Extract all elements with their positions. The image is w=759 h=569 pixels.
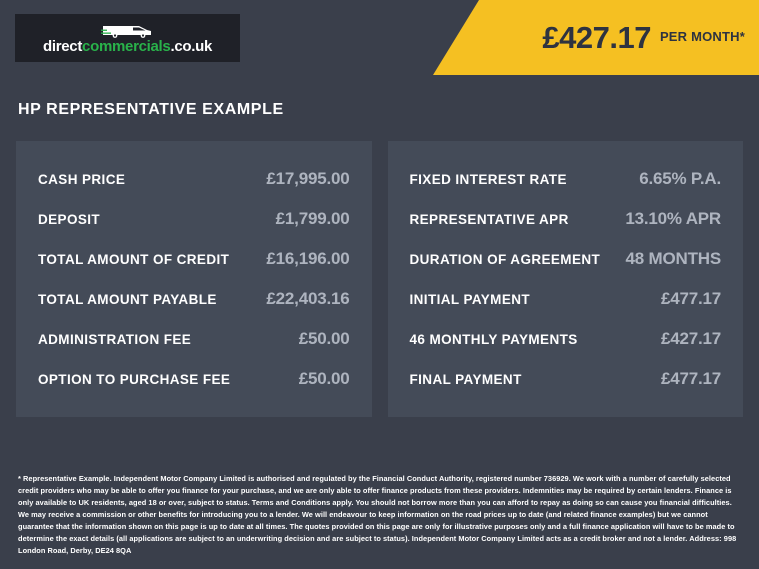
logo-word-commercials: commercials: [82, 37, 171, 55]
table-row: [32, 239, 356, 279]
row-label: 46 MONTHLY PAYMENTS: [409, 332, 578, 347]
table-row: [32, 159, 356, 199]
table-row: [404, 279, 728, 319]
row-label: INITIAL PAYMENT: [409, 292, 531, 307]
table-row: [404, 199, 728, 239]
table-row: [404, 359, 728, 399]
table-row: [404, 319, 728, 359]
table-row: [32, 319, 356, 359]
cost-breakdown-panel: [16, 141, 372, 417]
row-value: £50.00: [298, 369, 350, 388]
row-value: £16,196.00: [266, 249, 350, 268]
table-row: [32, 279, 356, 319]
row-value: 13.10% APR: [625, 209, 721, 228]
row-value: £1,799.00: [275, 209, 350, 228]
header: [0, 0, 759, 75]
logo-word-domain: .co.uk: [170, 37, 213, 55]
row-label: CASH PRICE: [38, 172, 126, 187]
table-row: [404, 159, 728, 199]
page-title: HP REPRESENTATIVE EXAMPLE: [18, 101, 284, 118]
row-value: 6.65% P.A.: [639, 169, 721, 188]
row-label: ADMINISTRATION FEE: [38, 332, 192, 347]
finance-details: [0, 119, 759, 417]
row-value: £17,995.00: [266, 169, 350, 188]
van-icon: [101, 23, 155, 38]
row-value: £427.17: [660, 329, 721, 348]
row-label: FINAL PAYMENT: [409, 372, 522, 387]
monthly-price-period: PER MONTH*: [659, 29, 745, 44]
row-label: TOTAL AMOUNT PAYABLE: [38, 292, 217, 307]
monthly-price-banner: [479, 0, 759, 75]
monthly-price-amount: £427.17: [542, 20, 651, 55]
row-label: DEPOSIT: [38, 212, 101, 227]
disclaimer-text: * Representative Example. Independent Motor Company Limited is authorised and regulated by the Financial Conduct Authority, registered number 736929. We work with a number of carefully selected credit providers who may be able to offer you finance for your purchase, and we are only able to offer finance products from these providers. Indemnities may be required by certain lenders. Finance is only available to UK residents, aged 18 or over, subject to status. Terms and Conditions apply. You should not borrow more than you can afford to repay as doing so can cause you financial difficulties. We may receive a commission or other benefits for introducing you to a lender. We will endeavour to keep information on the road prices up to date (and related finance examples) but we cannot guarantee that the information shown on this page is up to date at all times. The quotes provided on this page are only for illustrative purposes only and a full finance application will have to be made to determine the exact details (all applications are subject to an underwriting decision and are subject to status). Independent Motor Company Limited acts as a credit broker and not a lender. Address: 998 London Road, Derby, DE24 8QA: [18, 474, 737, 556]
row-label: OPTION TO PURCHASE FEE: [38, 372, 231, 387]
row-value: £477.17: [660, 289, 721, 308]
row-value: £477.17: [660, 369, 721, 388]
table-row: [32, 359, 356, 399]
table-row: [32, 199, 356, 239]
row-value: £50.00: [298, 329, 350, 348]
row-value: 48 MONTHS: [625, 249, 721, 268]
row-label: FIXED INTEREST RATE: [409, 172, 567, 187]
logo-wordmark: [43, 39, 212, 54]
row-value: £22,403.16: [266, 289, 350, 308]
site-logo[interactable]: [15, 14, 240, 62]
row-label: TOTAL AMOUNT OF CREDIT: [38, 252, 230, 267]
row-label: REPRESENTATIVE APR: [409, 212, 569, 227]
terms-panel: [388, 141, 744, 417]
row-label: DURATION OF AGREEMENT: [409, 252, 601, 267]
table-row: [404, 239, 728, 279]
logo-word-direct: direct: [42, 37, 83, 55]
